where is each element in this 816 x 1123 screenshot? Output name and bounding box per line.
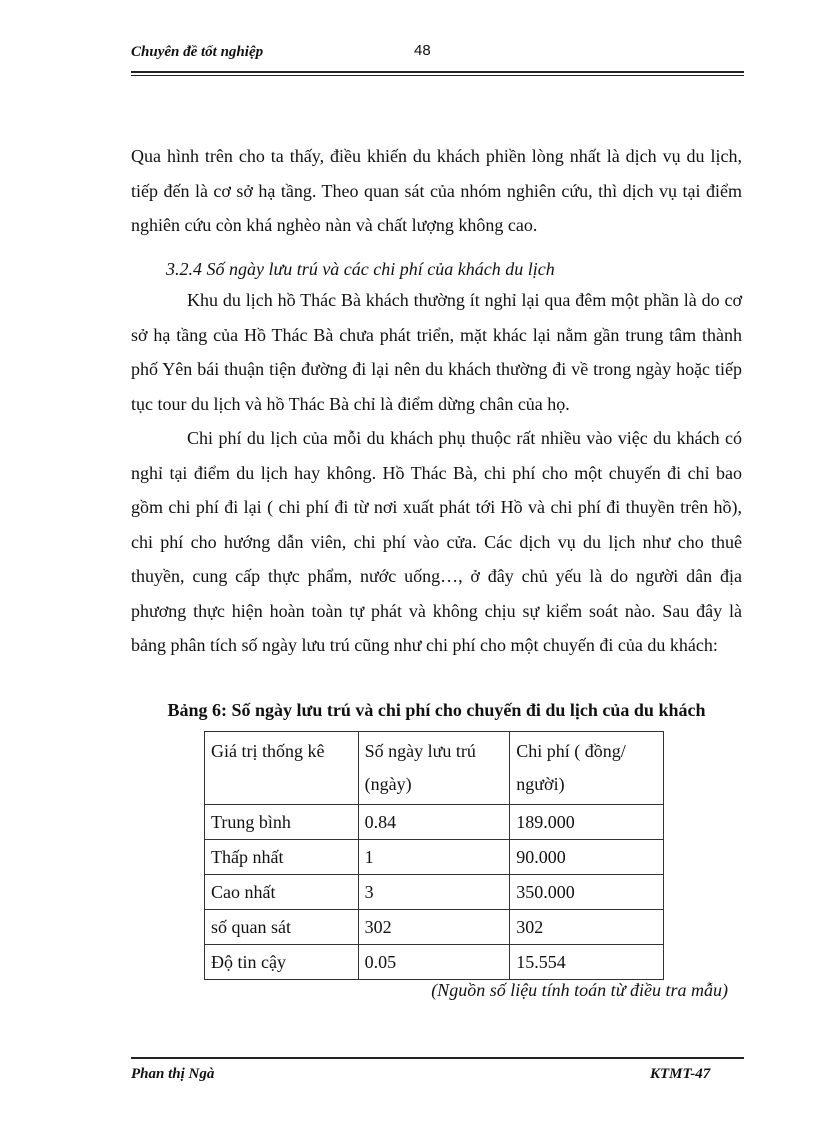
table-cell: 15.554 (510, 945, 664, 980)
table-header-row (205, 732, 664, 805)
table-cell: 189.000 (510, 805, 664, 840)
paragraph-overnight: Khu du lịch hồ Thác Bà khách thường ít nghỉ lại qua đêm một phần là do cơ sở hạ tầng của Hồ Thác Bà chưa phát triển, mặt khác lại nằm gần trung tâm thành phố Yên bái thuận tiện đường đi lại nên du khách thường đi về trong ngày hoặc tiếp tục tour du lịch và hồ Thác Bà chỉ là điểm dừng chân của họ. (131, 290, 742, 414)
table-cell: 1 (358, 840, 510, 875)
body-paragraphs (131, 283, 742, 663)
section-heading: 3.2.4 Số ngày lưu trú và các chi phí của khách du lịch (166, 259, 555, 279)
table-caption: Bảng 6: Số ngày lưu trú và chi phí cho chuyến đi du lịch của du khách (167, 700, 706, 720)
table-row (205, 875, 664, 910)
footer-author: Phan thị Ngà (131, 1066, 215, 1082)
intro-paragraph (131, 139, 742, 243)
table-row (205, 945, 664, 980)
intro-paragraph-text: Qua hình trên cho ta thấy, điều khiến du khách phiền lòng nhất là dịch vụ du lịch, tiếp đến là cơ sở hạ tầng. Theo quan sát của nhóm nghiên cứu, thì dịch vụ tại điểm nghiên cứu còn khá nghèo nàn và chất lượng không cao. (131, 146, 742, 235)
table-header-cell: Giá trị thống kê (205, 732, 359, 805)
page-number: 48 (414, 42, 431, 59)
header-rule-bottom (131, 75, 744, 76)
source-note: (Nguồn số liệu tính toán từ điều tra mẫu) (431, 980, 728, 1000)
table-cell: số quan sát (205, 910, 359, 945)
table-cell: Độ tin cậy (205, 945, 359, 980)
table-row (205, 910, 664, 945)
header-rule-top (131, 71, 744, 73)
table-cell: 302 (358, 910, 510, 945)
table-cell: Cao nhất (205, 875, 359, 910)
table-row (205, 805, 664, 840)
footer-rule (131, 1057, 744, 1059)
table-cell: 90.000 (510, 840, 664, 875)
table-cell: 302 (510, 910, 664, 945)
table-cell: Thấp nhất (205, 840, 359, 875)
table-cell: 0.84 (358, 805, 510, 840)
paragraph-costs: Chi phí du lịch của mỗi du khách phụ thuộc rất nhiều vào việc du khách có nghỉ tại điểm du lịch hay không. Hồ Thác Bà, chi phí cho một chuyến đi chỉ bao gồm chi phí đi lại ( chi phí đi từ nơi xuất phát tới Hồ và chi phí đi thuyền trên hồ), chi phí cho hướng dẫn viên, chi phí vào cửa. Các dịch vụ du lịch như cho thuê thuyền, cung cấp thực phẩm, nước uống…, ở đây chủ yếu là do người dân địa phương thực hiện hoàn toàn tự phát và không chịu sự kiểm soát nào. Sau đây là bảng phân tích số ngày lưu trú cũng như chi phí cho một chuyến đi của du khách: (131, 428, 742, 655)
table-header-cell: Số ngày lưu trú (ngày) (358, 732, 510, 805)
header-title: Chuyên đề tốt nghiệp (131, 44, 264, 60)
stats-table (204, 731, 664, 980)
table-header-cell: Chi phí ( đồng/ người) (510, 732, 664, 805)
footer-code: KTMT-47 (650, 1066, 711, 1082)
table-cell: 350.000 (510, 875, 664, 910)
page-header (131, 42, 744, 66)
table-cell: 0.05 (358, 945, 510, 980)
table-cell: 3 (358, 875, 510, 910)
table-row (205, 840, 664, 875)
table-cell: Trung bình (205, 805, 359, 840)
